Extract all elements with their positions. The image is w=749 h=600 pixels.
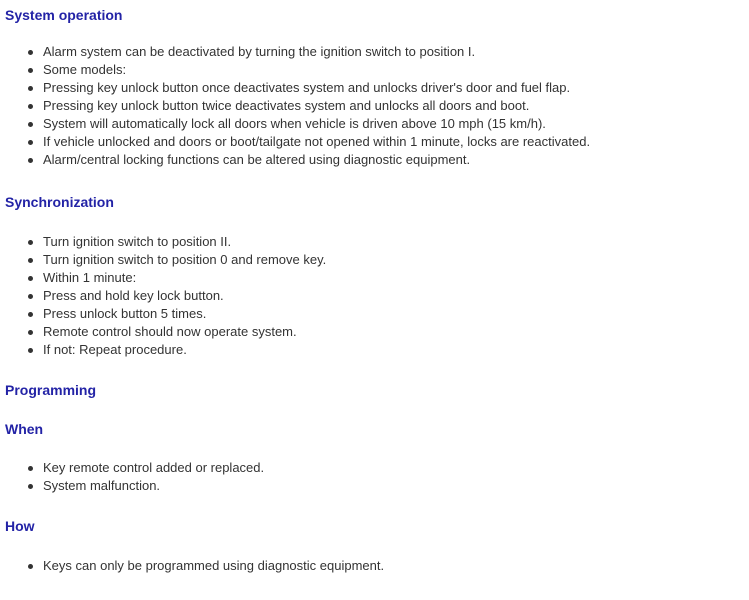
list-item: Alarm system can be deactivated by turning the ignition switch to position I. [27, 43, 590, 61]
heading-programming: Programming [5, 382, 97, 398]
list-item: If not: Repeat procedure. [27, 341, 326, 359]
heading-when: When [5, 421, 44, 437]
list-item: Alarm/central locking functions can be altered using diagnostic equipment. [27, 151, 590, 169]
list-item: Within 1 minute: [27, 269, 326, 287]
heading-how: How [5, 518, 35, 534]
list-item: Remote control should now operate system. [27, 323, 326, 341]
list-item: Press and hold key lock button. [27, 287, 326, 305]
list-item: Turn ignition switch to position II. [27, 233, 326, 251]
list-item: Some models: [27, 61, 590, 79]
list-item: If vehicle unlocked and doors or boot/tailgate not opened within 1 minute, locks are reactivated. [27, 133, 590, 151]
list-item: System will automatically lock all doors when vehicle is driven above 10 mph (15 km/h). [27, 115, 590, 133]
list-item: Pressing key unlock button once deactivates system and unlocks driver's door and fuel flap. [27, 79, 590, 97]
heading-system-operation: System operation [5, 7, 123, 23]
list-item: Turn ignition switch to position 0 and remove key. [27, 251, 326, 269]
list-item: Press unlock button 5 times. [27, 305, 326, 323]
list-system-operation [27, 43, 590, 169]
list-synchronization [27, 233, 326, 359]
list-item: Pressing key unlock button twice deactivates system and unlocks all doors and boot. [27, 97, 590, 115]
list-item: Key remote control added or replaced. [27, 459, 264, 477]
heading-synchronization: Synchronization [5, 194, 114, 210]
list-how [27, 557, 384, 575]
list-item: Keys can only be programmed using diagnostic equipment. [27, 557, 384, 575]
list-item: System malfunction. [27, 477, 264, 495]
list-when [27, 459, 264, 495]
